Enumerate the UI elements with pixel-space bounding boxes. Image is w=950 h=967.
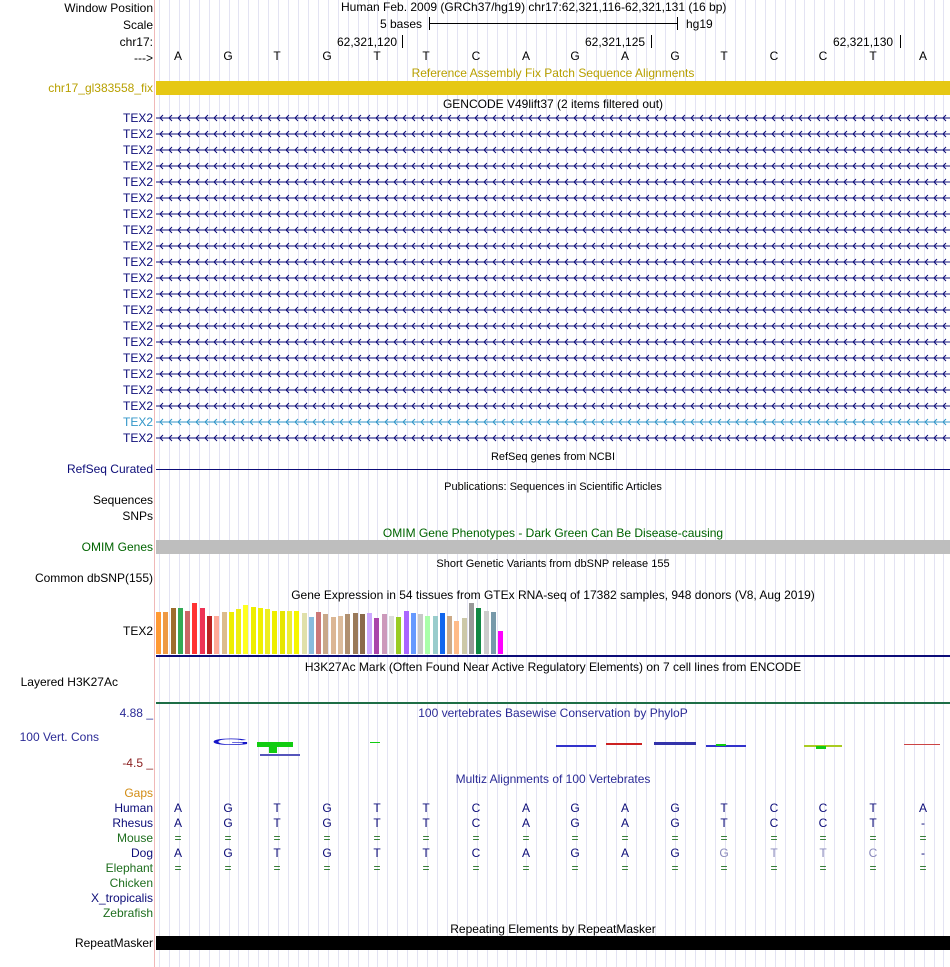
h3k27ac-baseline	[156, 702, 950, 704]
gtex-tissue-bar[interactable]	[272, 611, 277, 654]
gtex-tissue-bar[interactable]	[462, 618, 467, 654]
gtex-tissue-bar[interactable]	[280, 611, 285, 654]
multiz-base: =	[869, 861, 877, 875]
gtex-tissue-bar[interactable]	[222, 612, 227, 654]
multiz-species-row	[0, 816, 950, 830]
multiz-base: A	[173, 801, 182, 815]
repeatmasker-bar[interactable]	[156, 936, 950, 950]
multiz-base: T	[273, 801, 281, 815]
repeatmasker-track-title[interactable]: Repeating Elements by RepeatMasker	[450, 922, 656, 936]
gtex-tissue-bar[interactable]	[345, 614, 350, 654]
gtex-tissue-bar[interactable]	[411, 613, 416, 654]
gtex-tissue-bar[interactable]	[214, 616, 219, 654]
multiz-base: A	[620, 816, 629, 830]
gtex-tissue-bar[interactable]	[440, 613, 445, 654]
gtex-tissue-bar[interactable]	[258, 608, 263, 654]
multiz-species-label[interactable]: Chicken	[109, 876, 153, 890]
gencode-transcript[interactable]	[156, 258, 950, 266]
gencode-transcript[interactable]	[156, 210, 950, 218]
omim-track-title[interactable]: OMIM Gene Phenotypes - Dark Green Can Be Disease-causing	[382, 526, 724, 540]
multiz-species-row	[0, 846, 950, 860]
dna-base: G	[570, 49, 580, 63]
dna-base: G	[223, 49, 233, 63]
multiz-base: G	[223, 816, 233, 830]
gtex-tissue-bar[interactable]	[469, 603, 474, 654]
multiz-base: =	[770, 831, 778, 845]
window-position-value: Human Feb. 2009 (GRCh37/hg19) chr17:62,321,116-62,321,131 (16 bp)	[341, 0, 727, 14]
gtex-tissue-bar[interactable]	[302, 613, 307, 654]
scale-label: Scale	[122, 18, 153, 32]
dna-base: G	[322, 49, 332, 63]
gtex-tissue-bar[interactable]	[353, 613, 358, 654]
gencode-item-label[interactable]: TEX2	[122, 415, 153, 429]
multiz-base: C	[818, 801, 828, 815]
gtex-tissue-bar[interactable]	[156, 612, 161, 654]
gencode-item-label[interactable]: TEX2	[122, 223, 153, 237]
multiz-base: G	[670, 846, 680, 860]
gtex-tissue-bar[interactable]	[323, 614, 328, 654]
multiz-base: -	[921, 846, 925, 860]
multiz-base: A	[173, 816, 182, 830]
fix-patch-track-label[interactable]: chr17_gl383558_fix	[48, 81, 153, 95]
gencode-item-label[interactable]: TEX2	[122, 207, 153, 221]
multiz-species-label[interactable]: Mouse	[116, 831, 153, 845]
gencode-transcript[interactable]	[156, 162, 950, 170]
gtex-tissue-bar[interactable]	[287, 611, 292, 654]
gtex-tissue-bar[interactable]	[243, 605, 248, 654]
multiz-base: A	[521, 846, 530, 860]
gencode-item-label[interactable]: TEX2	[122, 127, 153, 141]
coordinate-tick-2: 62,321,125	[585, 35, 646, 49]
multiz-base: T	[422, 846, 430, 860]
multiz-species-label[interactable]: Human	[114, 801, 153, 815]
multiz-base: =	[174, 861, 182, 875]
multiz-base: C	[769, 816, 779, 830]
gtex-tissue-bar[interactable]	[484, 611, 489, 654]
multiz-base: =	[422, 831, 430, 845]
multiz-species-label[interactable]: Rhesus	[112, 816, 153, 830]
multiz-base: =	[224, 831, 232, 845]
dna-base: A	[521, 49, 530, 63]
dna-base: T	[373, 49, 381, 63]
window-position-label: Window Position	[64, 1, 153, 15]
multiz-base: =	[472, 831, 480, 845]
multiz-base: =	[273, 861, 281, 875]
gtex-tissue-bar[interactable]	[498, 631, 503, 654]
gtex-tissue-bar[interactable]	[425, 616, 430, 654]
dna-base: T	[720, 49, 728, 63]
multiz-base: T	[869, 816, 877, 830]
gtex-tissue-bar[interactable]	[251, 607, 256, 654]
multiz-base: =	[671, 831, 679, 845]
multiz-base: =	[720, 831, 728, 845]
multiz-base: T	[373, 846, 381, 860]
conservation-max-label: 4.88 _	[119, 706, 153, 720]
chrom-label: chr17:	[119, 35, 153, 49]
multiz-base: =	[919, 861, 927, 875]
multiz-base: G	[670, 801, 680, 815]
scale-db: hg19	[686, 17, 713, 31]
gtex-tissue-bar[interactable]	[454, 621, 459, 654]
conservation-glyphs[interactable]	[156, 735, 950, 760]
dbsnp-track-title[interactable]: Short Genetic Variants from dbSNP release 155	[436, 558, 670, 570]
gencode-transcript[interactable]	[156, 418, 950, 426]
dna-base: C	[769, 49, 779, 63]
multiz-base: A	[521, 816, 530, 830]
dna-base: A	[173, 49, 182, 63]
multiz-species-label[interactable]: X_tropicalis	[90, 891, 153, 905]
gtex-tissue-bar[interactable]	[389, 616, 394, 654]
multiz-base: G	[570, 801, 580, 815]
omim-gene-bar[interactable]	[156, 540, 950, 554]
multiz-base: T	[819, 846, 827, 860]
conservation-min-label: -4.5 _	[122, 756, 153, 770]
multiz-base: T	[273, 846, 281, 860]
gencode-track-title[interactable]: GENCODE V49lift37 (2 items filtered out)	[442, 97, 664, 111]
multiz-base: =	[174, 831, 182, 845]
gtex-tissue-bar[interactable]	[171, 608, 176, 654]
gencode-transcript[interactable]	[156, 146, 950, 154]
refseq-track-title[interactable]: RefSeq genes from NCBI	[490, 451, 616, 463]
gencode-item-label[interactable]: TEX2	[122, 111, 153, 125]
multiz-species-row	[0, 891, 950, 905]
multiz-base: T	[720, 801, 728, 815]
gencode-transcript[interactable]	[156, 114, 950, 122]
dna-base: C	[818, 49, 828, 63]
gtex-tissue-bar[interactable]	[316, 612, 321, 654]
gtex-tissue-bar[interactable]	[476, 608, 481, 654]
gencode-item-label[interactable]: TEX2	[122, 255, 153, 269]
multiz-track-title[interactable]: Multiz Alignments of 100 Vertebrates	[455, 772, 651, 786]
gencode-item-label[interactable]: TEX2	[122, 335, 153, 349]
gencode-item-label[interactable]: TEX2	[122, 159, 153, 173]
multiz-base: A	[173, 846, 182, 860]
multiz-base: G	[322, 846, 332, 860]
multiz-base: =	[472, 861, 480, 875]
dna-sequence	[0, 49, 950, 63]
gencode-transcript[interactable]	[156, 306, 950, 314]
gtex-tissue-bar[interactable]	[200, 608, 205, 654]
multiz-species-row	[0, 876, 950, 890]
gtex-tissue-bar[interactable]	[367, 613, 372, 654]
gencode-transcript[interactable]	[156, 242, 950, 250]
coordinate-tick-mark-2	[651, 35, 652, 48]
gencode-transcript[interactable]	[156, 178, 950, 186]
gtex-tissue-bar[interactable]	[396, 617, 401, 654]
cons-glyph-G: G	[211, 737, 251, 747]
multiz-base: =	[770, 861, 778, 875]
dbsnp-track-label[interactable]: Common dbSNP(155)	[34, 571, 153, 585]
multiz-base: T	[720, 816, 728, 830]
multiz-base: A	[620, 801, 629, 815]
h3k27ac-track-title[interactable]: H3K27Ac Mark (Often Found Near Active Regulatory Elements) on 7 cell lines from ENCODE	[304, 660, 802, 674]
gtex-tissue-bar[interactable]	[236, 609, 241, 654]
gencode-item-label[interactable]: TEX2	[122, 399, 153, 413]
gencode-item-label[interactable]: TEX2	[122, 239, 153, 253]
dna-base: T	[869, 49, 877, 63]
gencode-item-label[interactable]: TEX2	[122, 271, 153, 285]
multiz-base: T	[869, 801, 877, 815]
gencode-transcript[interactable]	[156, 370, 950, 378]
gencode-item-label[interactable]: TEX2	[122, 367, 153, 381]
multiz-base: G	[570, 816, 580, 830]
multiz-species-row	[0, 906, 950, 920]
multiz-base: T	[373, 801, 381, 815]
gencode-item-label[interactable]: TEX2	[122, 287, 153, 301]
gencode-transcript[interactable]	[156, 130, 950, 138]
pubs-sequences-label[interactable]: Sequences	[92, 493, 153, 507]
multiz-base: T	[422, 801, 430, 815]
conservation-track-title[interactable]: 100 vertebrates Basewise Conservation by PhyloP	[418, 706, 688, 720]
gtex-track-title[interactable]: Gene Expression in 54 tissues from GTEx RNA-seq of 17382 samples, 948 donors (V8, Aug 2019)	[291, 588, 815, 602]
multiz-base: G	[223, 801, 233, 815]
multiz-base: =	[621, 861, 629, 875]
multiz-base: =	[819, 831, 827, 845]
gtex-tissue-bar[interactable]	[338, 616, 343, 654]
gtex-expression-bars[interactable]	[156, 603, 556, 654]
gtex-separator	[156, 655, 950, 657]
multiz-species-label[interactable]: Zebrafish	[102, 906, 153, 920]
gtex-tissue-bar[interactable]	[229, 612, 234, 654]
multiz-base: G	[719, 846, 729, 860]
gencode-item-label[interactable]: TEX2	[122, 191, 153, 205]
multiz-base: C	[471, 801, 481, 815]
h3k27ac-track-label[interactable]: Layered H3K27Ac	[20, 675, 118, 689]
multiz-base: -	[921, 816, 925, 830]
multiz-base: =	[273, 831, 281, 845]
gtex-tissue-bar[interactable]	[207, 616, 212, 654]
multiz-base: T	[373, 816, 381, 830]
gtex-tissue-bar[interactable]	[433, 616, 438, 654]
multiz-base: T	[422, 816, 430, 830]
multiz-base: =	[373, 831, 381, 845]
multiz-base: =	[522, 831, 530, 845]
gtex-tissue-bar[interactable]	[360, 614, 365, 654]
multiz-base: C	[818, 816, 828, 830]
multiz-base: =	[720, 861, 728, 875]
gtex-tissue-bar[interactable]	[382, 614, 387, 654]
gencode-item-label[interactable]: TEX2	[122, 319, 153, 333]
gtex-tissue-bar[interactable]	[163, 612, 168, 654]
multiz-species-row	[0, 831, 950, 845]
gtex-tissue-bar[interactable]	[404, 611, 409, 654]
multiz-species-label[interactable]: Elephant	[105, 861, 153, 875]
gencode-transcript[interactable]	[156, 322, 950, 330]
gencode-transcript[interactable]	[156, 274, 950, 282]
dna-base: C	[471, 49, 481, 63]
multiz-base: C	[471, 846, 481, 860]
multiz-base: C	[868, 846, 878, 860]
multiz-base: =	[224, 861, 232, 875]
gencode-item-label[interactable]: TEX2	[122, 431, 153, 445]
dna-base: T	[273, 49, 281, 63]
conservation-track-label[interactable]: 100 Vert. Cons	[19, 730, 99, 744]
gtex-tissue-bar[interactable]	[491, 612, 496, 654]
dna-base: A	[620, 49, 629, 63]
dna-base: T	[422, 49, 430, 63]
multiz-base: A	[521, 801, 530, 815]
gtex-tissue-bar[interactable]	[374, 618, 379, 654]
multiz-base: =	[571, 831, 579, 845]
gencode-transcript[interactable]	[156, 290, 950, 298]
gtex-tissue-bar[interactable]	[447, 616, 452, 654]
multiz-species-row	[0, 801, 950, 815]
gtex-tissue-bar[interactable]	[178, 608, 183, 654]
gencode-transcript[interactable]	[156, 402, 950, 410]
gencode-transcript[interactable]	[156, 338, 950, 346]
scale-value: 5 bases	[380, 17, 423, 31]
multiz-base: =	[323, 861, 331, 875]
multiz-base: =	[522, 861, 530, 875]
gtex-tissue-bar[interactable]	[185, 611, 190, 654]
gencode-transcript[interactable]	[156, 194, 950, 202]
multiz-base: C	[471, 816, 481, 830]
omim-track-label[interactable]: OMIM Genes	[81, 540, 153, 554]
gencode-transcript[interactable]	[156, 226, 950, 234]
multiz-base: =	[373, 861, 381, 875]
multiz-base: =	[621, 831, 629, 845]
multiz-gaps-label[interactable]: Gaps	[124, 786, 153, 800]
multiz-base: =	[819, 861, 827, 875]
repeatmasker-track-label[interactable]: RepeatMasker	[74, 936, 153, 950]
gencode-transcript[interactable]	[156, 354, 950, 362]
refseq-track-label[interactable]: RefSeq Curated	[66, 462, 153, 476]
multiz-base: =	[422, 861, 430, 875]
gencode-item-label[interactable]: TEX2	[122, 175, 153, 189]
multiz-base: G	[322, 801, 332, 815]
multiz-base: =	[919, 831, 927, 845]
dna-base: A	[918, 49, 927, 63]
pubs-track-title[interactable]: Publications: Sequences in Scientific Articles	[444, 481, 662, 493]
coordinate-tick-1: 62,321,120	[337, 35, 398, 49]
refseq-gene-line[interactable]	[156, 469, 950, 470]
coordinate-tick-3: 62,321,130	[833, 35, 894, 49]
gtex-tissue-bar[interactable]	[309, 617, 314, 654]
gtex-tissue-bar[interactable]	[265, 609, 270, 654]
dna-base: G	[670, 49, 680, 63]
gtex-tissue-bar[interactable]	[294, 611, 299, 654]
gencode-item-label[interactable]: TEX2	[122, 383, 153, 397]
multiz-base: T	[273, 816, 281, 830]
fix-patch-track-title[interactable]: Reference Assembly Fix Patch Sequence Alignments	[411, 66, 695, 80]
multiz-base: A	[918, 801, 927, 815]
gtex-tissue-bar[interactable]	[192, 603, 197, 654]
multiz-species-label[interactable]: Dog	[130, 846, 153, 860]
multiz-base: T	[770, 846, 778, 860]
gencode-item-label[interactable]: TEX2	[122, 303, 153, 317]
gtex-tissue-bar[interactable]	[418, 614, 423, 654]
multiz-base: =	[869, 831, 877, 845]
gencode-item-label[interactable]: TEX2	[122, 351, 153, 365]
gencode-transcript[interactable]	[156, 386, 950, 394]
coordinate-tick-mark-3	[900, 35, 901, 48]
fix-patch-alignment-bar[interactable]	[156, 81, 950, 95]
multiz-base: C	[769, 801, 779, 815]
multiz-base: G	[570, 846, 580, 860]
strand-label: --->	[134, 51, 153, 65]
multiz-base: G	[223, 846, 233, 860]
multiz-base: =	[571, 861, 579, 875]
multiz-base: A	[620, 846, 629, 860]
gencode-transcript[interactable]	[156, 434, 950, 442]
multiz-base: =	[671, 861, 679, 875]
gencode-item-label[interactable]: TEX2	[122, 143, 153, 157]
cons-glyph-T	[257, 742, 293, 747]
coordinate-tick-mark-1	[402, 35, 403, 48]
multiz-base: G	[322, 816, 332, 830]
gtex-track-label[interactable]: TEX2	[122, 624, 153, 638]
pubs-snps-label[interactable]: SNPs	[122, 509, 153, 523]
multiz-base: =	[323, 831, 331, 845]
multiz-base: G	[670, 816, 680, 830]
gtex-tissue-bar[interactable]	[331, 617, 336, 654]
multiz-species-row	[0, 861, 950, 875]
